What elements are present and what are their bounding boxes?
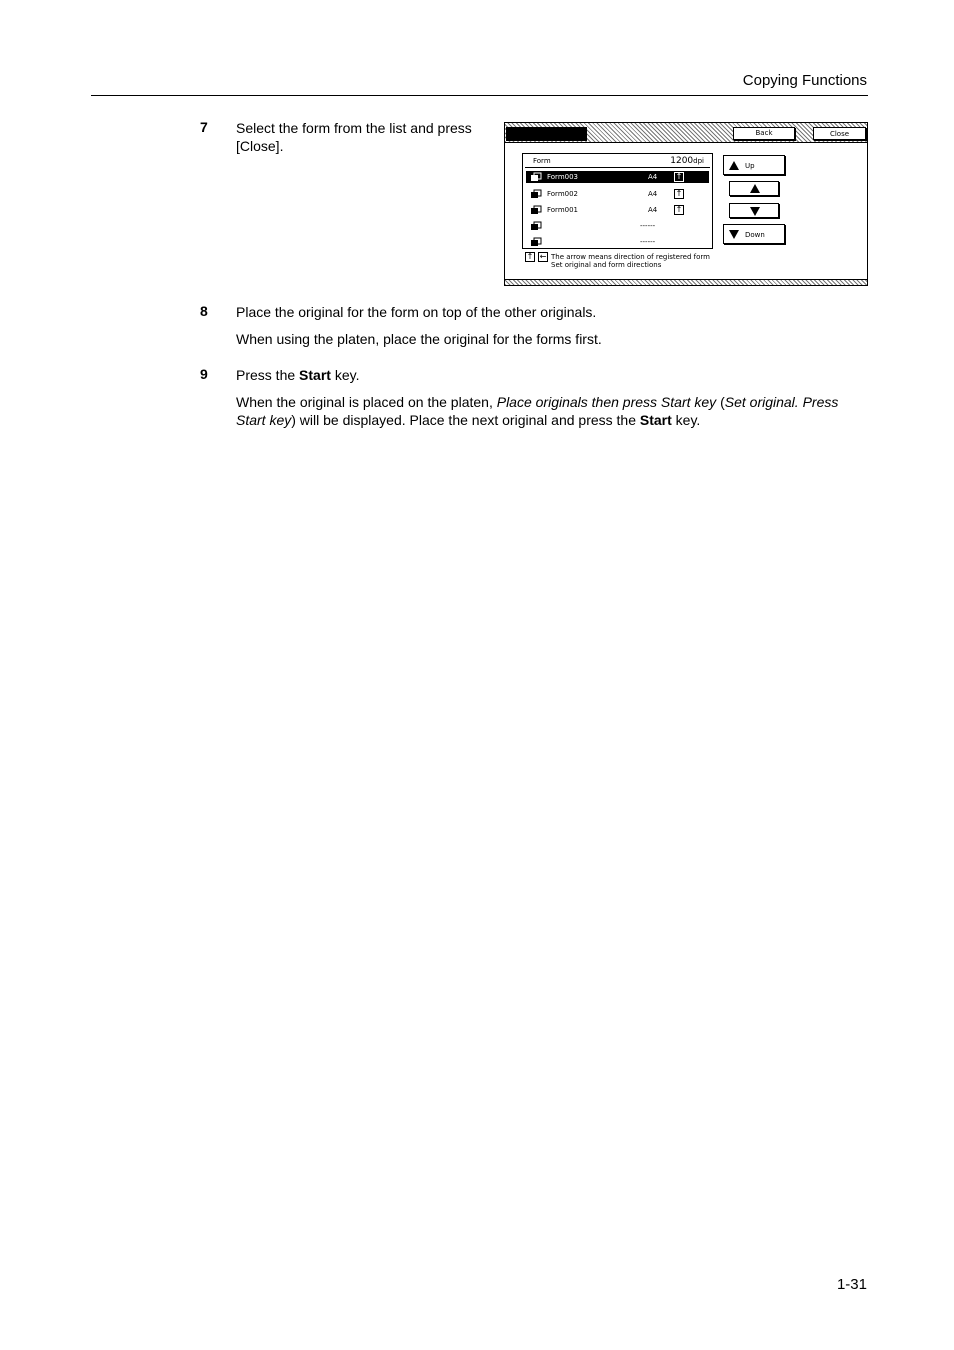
- arrow-left-legend-icon: ←: [539, 252, 547, 261]
- page-up-button[interactable]: [723, 155, 785, 175]
- step-9-key: key.: [330, 367, 360, 383]
- form-list: [522, 153, 713, 249]
- form-size: ------: [640, 222, 656, 230]
- back-button[interactable]: Back: [733, 127, 795, 140]
- form-icon: [530, 189, 542, 199]
- detail-part-4: key.: [671, 412, 701, 428]
- form-size: A4: [648, 206, 658, 214]
- form-row-2[interactable]: [526, 188, 709, 200]
- resolution-readout: [670, 156, 704, 166]
- page-number: 1-31: [836, 1276, 867, 1293]
- form-name: Form003: [547, 173, 578, 181]
- scroll-down-button[interactable]: [729, 203, 779, 218]
- scroll-up-button[interactable]: [729, 181, 779, 196]
- step-8-number: 8: [200, 303, 208, 319]
- triangle-down-icon: [729, 230, 739, 239]
- form-size: ------: [640, 238, 656, 246]
- form-size: A4: [648, 173, 658, 181]
- form-name: Form001: [547, 206, 578, 214]
- header-title: Copying Functions: [742, 72, 867, 89]
- step-7-number: 7: [200, 119, 208, 135]
- detail-part-2: (: [716, 394, 725, 410]
- panel-title-bar: [505, 123, 867, 143]
- start-key-label: Start: [299, 367, 331, 383]
- page-down-button[interactable]: [723, 224, 785, 244]
- arrow-up-legend-icon: ↑: [526, 252, 534, 261]
- arrow-up-icon: ↑: [675, 189, 683, 198]
- dpi-unit: dpi: [693, 157, 704, 165]
- form-row-4[interactable]: [526, 220, 709, 232]
- step-9-text: [236, 366, 866, 384]
- triangle-up-icon: [729, 161, 739, 170]
- panel-bottom-bar: [505, 279, 867, 285]
- note-line-1: The arrow means direction of registered form: [551, 253, 710, 261]
- dpi-value: 1200: [670, 156, 694, 166]
- form-row-1[interactable]: [526, 171, 709, 183]
- form-icon: [530, 237, 542, 247]
- header-rule: [91, 95, 868, 96]
- down-label: Down: [745, 231, 765, 239]
- start-key-label-2: Start: [639, 412, 672, 428]
- step-8-subtext: When using the platen, place the original for the forms first.: [236, 331, 602, 347]
- form-list-divider: [525, 167, 710, 168]
- form-name: Form002: [547, 190, 578, 198]
- step-9-detail: [236, 393, 866, 429]
- step-9-number: 9: [200, 366, 208, 382]
- arrow-up-icon: ↑: [675, 205, 683, 214]
- close-button[interactable]: Close: [813, 127, 866, 140]
- step-9-press: Press the: [236, 367, 300, 383]
- form-list-header: Form: [533, 157, 551, 165]
- step-7-text: Select the form from the list and press [Close].: [236, 120, 472, 154]
- triangle-up-icon: [750, 184, 760, 193]
- form-icon: [530, 205, 542, 215]
- form-row-5[interactable]: [526, 236, 709, 248]
- form-row-3[interactable]: [526, 204, 709, 216]
- form-icon: [530, 172, 542, 182]
- detail-part-1: When the original is placed on the platen,: [236, 394, 497, 410]
- message-text-1: Place originals then press Start key: [496, 394, 717, 410]
- step-8-text: Place the original for the form on top of the other originals.: [236, 304, 597, 320]
- up-label: Up: [745, 162, 755, 170]
- form-size: A4: [648, 190, 658, 198]
- panel-title-block: [506, 127, 587, 141]
- form-selection-panel: [504, 122, 868, 286]
- direction-note: [551, 253, 710, 269]
- detail-part-3: ) will be displayed. Place the next original and press the: [291, 412, 640, 428]
- triangle-down-icon: [750, 207, 760, 216]
- message-text-2: Set original. Press Start key: [236, 394, 839, 428]
- arrow-up-icon: ↑: [675, 172, 683, 181]
- note-line-2: Set original and form directions: [551, 261, 662, 269]
- form-icon: [530, 221, 542, 231]
